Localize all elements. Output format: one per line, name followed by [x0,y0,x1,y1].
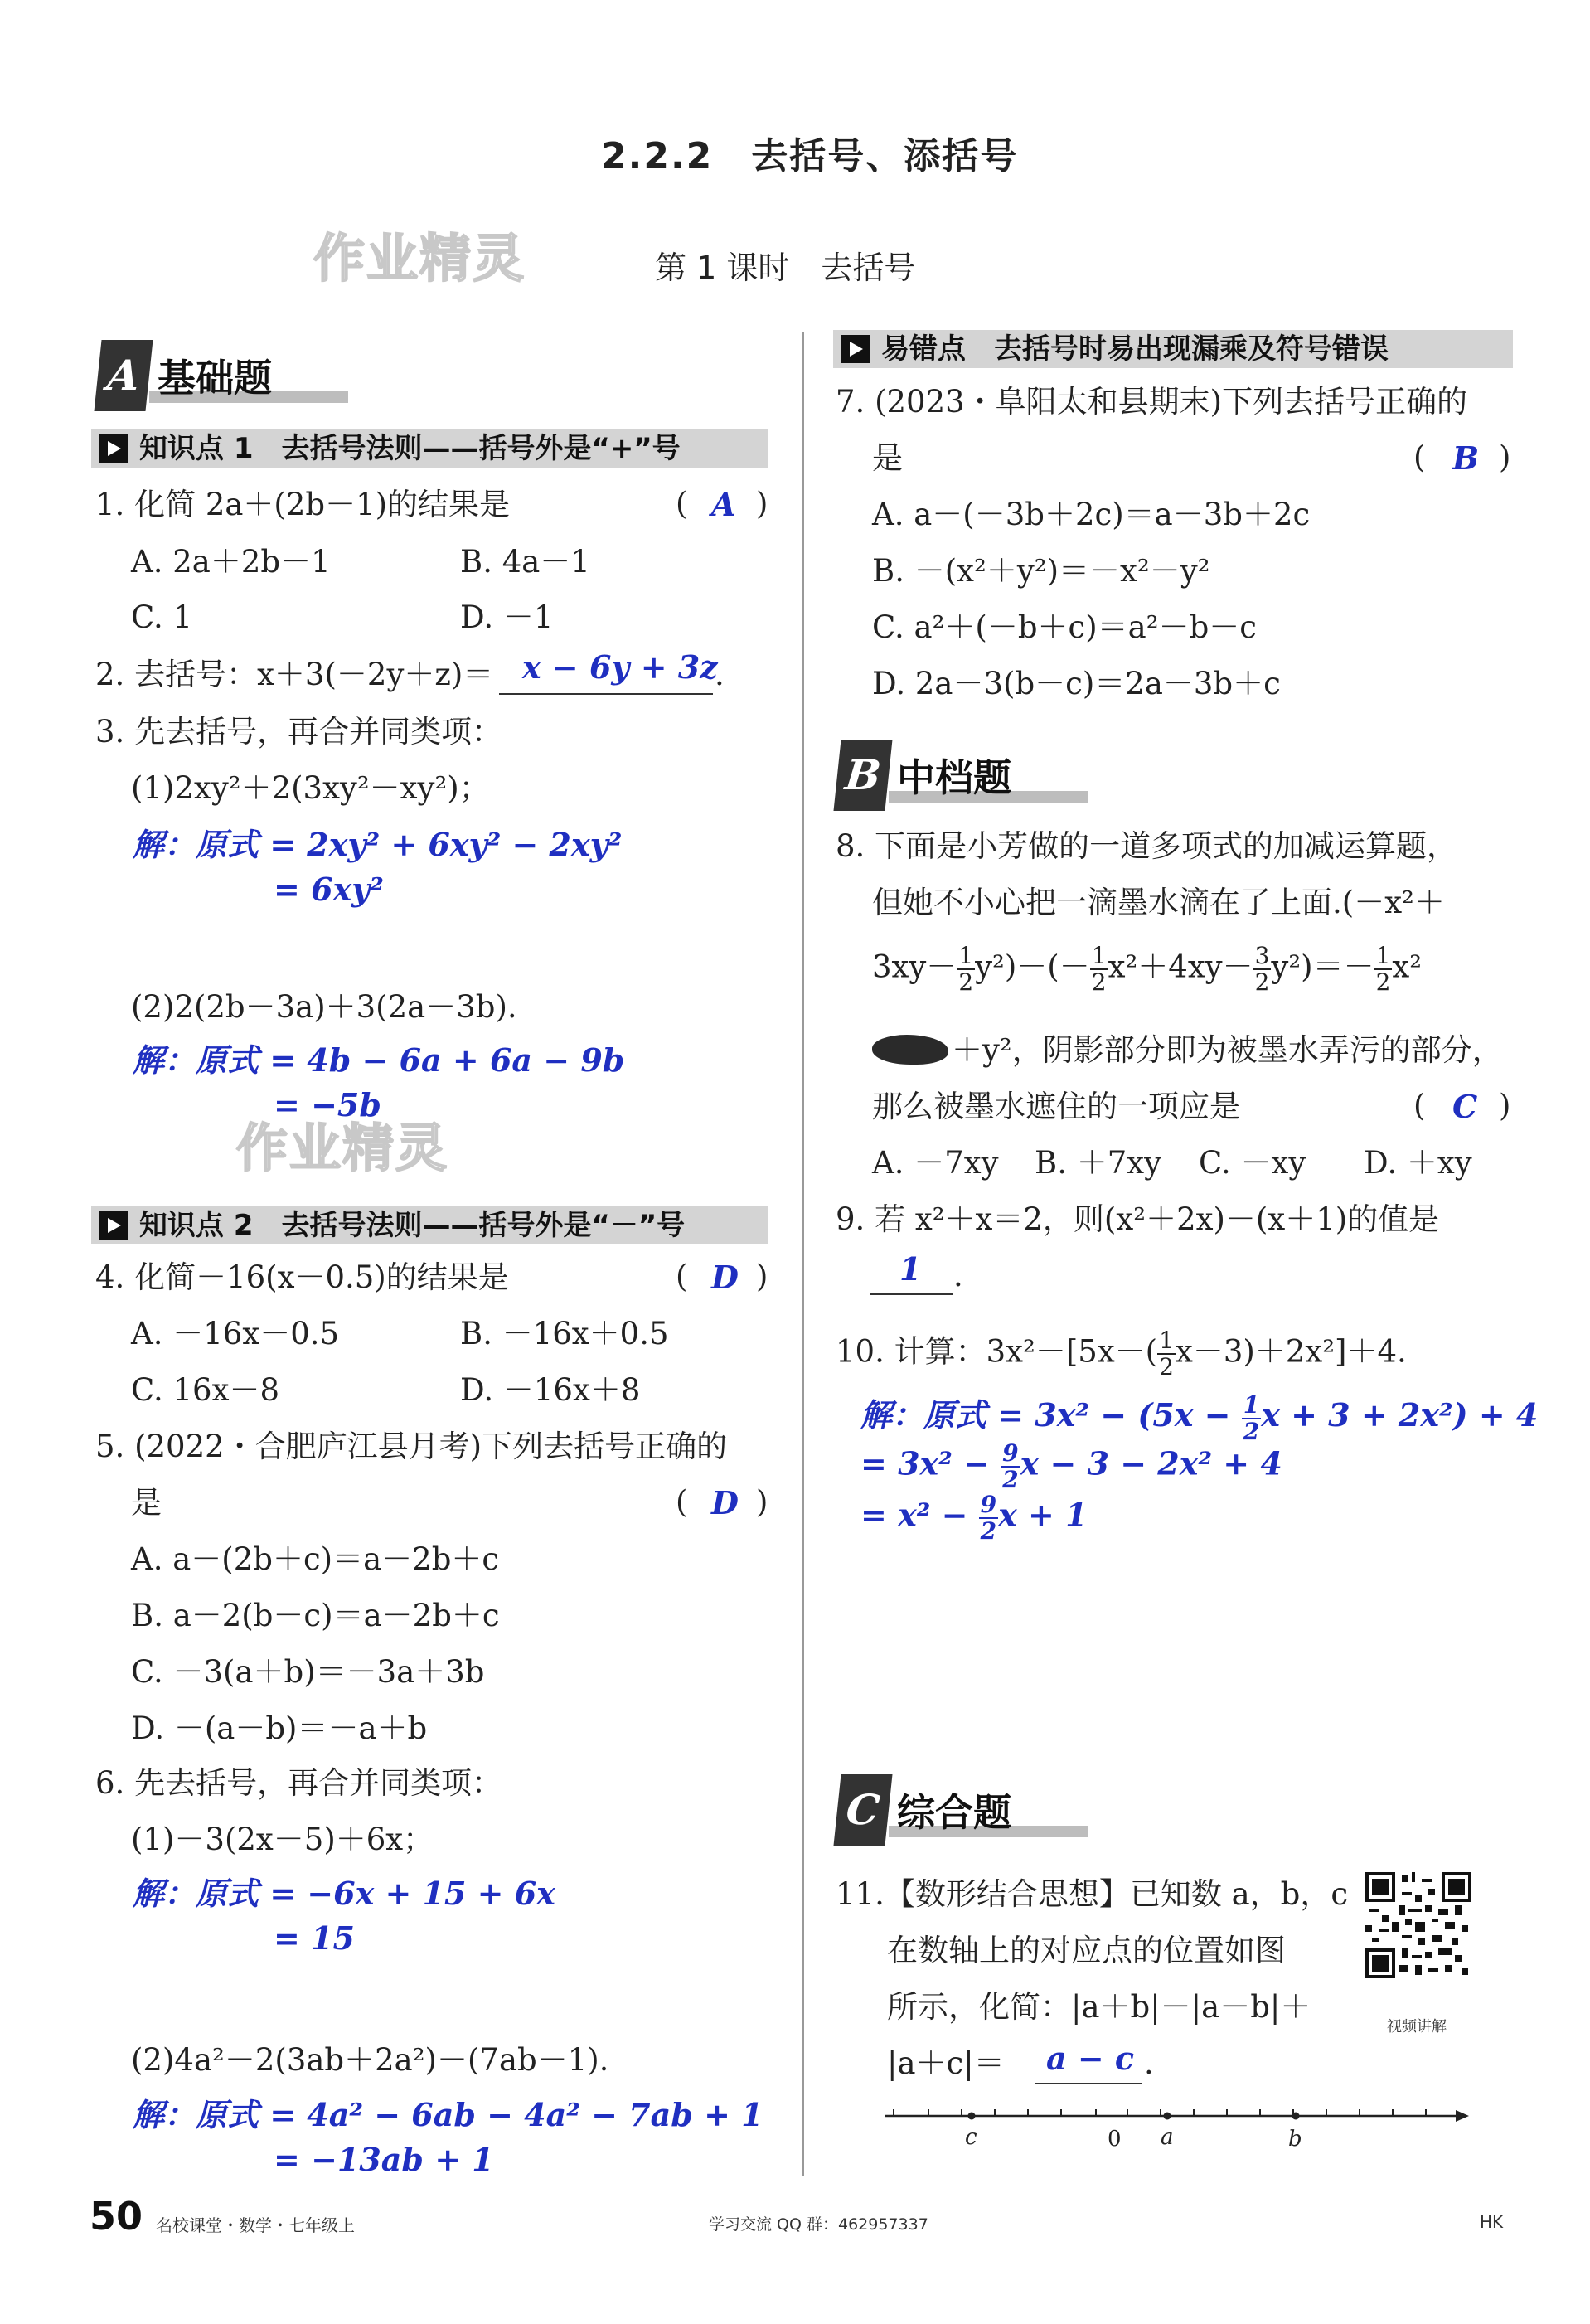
kp2-text: 知识点 2 去括号法则——括号外是“－”号 [139,1209,686,1242]
q10-solution-line2 [860,1441,1282,1492]
q7-answer: B [1452,439,1480,477]
q5-stem: 5. (2022・合肥庐江县月考)下列去括号正确的 [95,1429,728,1464]
kp2-banner [91,1206,768,1244]
page-number: 50 [90,2194,143,2239]
q7-option-c: C. a²＋(－b＋c)＝a²－b－c [872,609,1257,645]
section-a-letter: A [94,340,153,411]
q10-solution-part: x + 1 [998,1496,1088,1534]
error-text: 易错点 去括号时易出现漏乘及符号错误 [881,332,1389,366]
qr-caption: 视频讲解 [1387,2018,1447,2035]
q10-solution-part: = 3x² − [860,1444,1001,1482]
q7-option-d: D. 2a－3(b－c)＝2a－3b＋c [872,666,1281,701]
q3-solution1-line1: 解：原式 = 2xy² + 6xy² − 2xy² [133,826,623,863]
q4-paren-left: ( [676,1259,688,1294]
q8-line5: 那么被墨水遮住的一项应是 [872,1089,1240,1124]
section-a-label: 基础题 [158,356,272,400]
denominator: 2 [1091,968,1107,996]
number-line [879,2098,1476,2156]
fraction [1090,944,1108,995]
q8-paren-right: ) [1499,1088,1511,1123]
numerator: 9 [1002,1439,1019,1467]
q9-answer: 1 [899,1250,922,1288]
axis-label-b: b [1288,2127,1302,2152]
point-c [968,2113,976,2120]
q6-solution2-line2: = −13ab + 1 [274,2141,494,2178]
q5-stem-cont: 是 [131,1485,162,1521]
q10-stem-part: x－3)＋2x²]＋4. [1175,1333,1407,1370]
q8-option-d: D. ＋xy [1364,1145,1472,1181]
play-icon [99,434,128,463]
point-a [1164,2113,1171,2120]
q4-option-c: C. 16x－8 [131,1372,280,1408]
q10-solution-part: = x² − [860,1496,979,1534]
denominator: 2 [958,968,974,996]
fraction [957,944,975,995]
numerator: 1 [1159,1327,1174,1354]
q7-paren-right: ) [1499,439,1511,475]
q3-part1: (1)2xy²＋2(3xy²－xy²)； [131,770,490,806]
qr-code-icon[interactable] [1365,1872,1471,1978]
q11-blank [1035,2083,1142,2084]
q5-paren-right: ) [756,1484,768,1520]
axis-label-c: c [965,2125,977,2150]
play-icon [841,335,870,363]
q11-end: . [1144,2045,1154,2081]
axis-label-0: 0 [1108,2127,1122,2152]
q1-option-b: B. 4a－1 [460,544,590,580]
numerator: 9 [980,1491,997,1518]
q8-line4: ＋y²，阴影部分即为被墨水弄污的部分， [952,1032,1503,1068]
section-c-label: 综合题 [897,1790,1011,1835]
watermark: 作业精灵 [313,228,526,289]
error-banner [833,330,1513,368]
q10-solution-part: x + 3 + 2x²) + 4 [1261,1396,1539,1434]
q7-option-a: A. a－(－3b＋2c)＝a－3b＋2c [872,497,1311,532]
denominator: 2 [1254,968,1270,996]
axis-label-a: a [1161,2125,1174,2150]
q2-blank [499,693,713,695]
q2-stem: 2. 去括号：x＋3(－2y＋z)＝ [95,657,494,692]
q9-end: . [953,1258,963,1293]
q7-stem-cont: 是 [872,440,903,476]
q7-option-b: B. －(x²＋y²)＝－x²－y² [872,553,1210,589]
q4-stem: 4. 化简－16(x－0.5)的结果是 [95,1259,509,1295]
q1-paren-left: ( [676,486,688,522]
q2-end: . [715,657,725,692]
q10-solution-line3 [860,1492,1088,1544]
q8-option-b: B. ＋7xy [1035,1145,1162,1181]
q2-answer: x − 6y + 3z [522,648,718,686]
kp1-banner [91,429,768,468]
denominator: 2 [1002,1466,1019,1493]
section-b-label: 中档题 [897,755,1011,800]
q6-solution1-line1: 解：原式 = −6x + 15 + 6x [133,1875,555,1912]
q1-option-a: A. 2a＋2b－1 [131,544,331,580]
q8-term: 3xy－ [872,949,957,985]
q11-line4: |a＋c|＝ [887,2045,1005,2081]
q3-solution2-line2: = −5b [274,1086,381,1123]
q10-solution-part: x − 3 − 2x² + 4 [1020,1444,1282,1482]
q4-option-d: D. －16x＋8 [460,1372,641,1408]
q4-option-b: B. －16x＋0.5 [460,1316,669,1351]
q9-stem: 9. 若 x²＋x＝2，则(x²＋2x)－(x＋1)的值是 [836,1201,1440,1237]
q1-option-c: C. 1 [131,599,193,635]
q4-option-a: A. －16x－0.5 [131,1316,340,1351]
q11-line1: 11.【数形结合思想】已知数 a，b，c [836,1876,1349,1912]
ink-blot [872,1035,948,1065]
numerator: 3 [1254,942,1270,969]
q4-answer: D [711,1259,739,1296]
fraction [1253,944,1272,995]
q5-paren-left: ( [676,1484,688,1520]
numerator: 1 [1243,1390,1260,1419]
fraction [1374,944,1393,995]
point-b [1292,2113,1300,2120]
q9-blank [870,1293,953,1295]
q8-option-a: A. －7xy [872,1145,999,1181]
fraction [1157,1328,1176,1380]
numerator: 1 [1375,942,1391,969]
q8-line1: 8. 下面是小芳做的一道多项式的加减运算题， [836,828,1458,864]
q3-part2: (2)2(2b－3a)＋3(2a－3b). [131,989,517,1025]
qq-group: 学习交流 QQ 群：462957337 [709,2215,928,2234]
q5-option-b: B. a－2(b－c)＝a－2b＋c [131,1598,500,1633]
q8-option-c: C. －xy [1199,1145,1306,1181]
q3-solution2-line1: 解：原式 = 4b − 6a + 6a − 9b [133,1041,625,1079]
numerator: 1 [958,942,974,969]
denominator: 2 [1243,1417,1260,1445]
q1-paren-right: ) [756,486,768,522]
q6-solution2-line1: 解：原式 = 4a² − 6ab − 4a² − 7ab + 1 [133,2096,763,2133]
q11-answer: a − c [1046,2040,1135,2077]
q3-solution1-line2: = 6xy² [274,871,384,908]
q5-option-d: D. －(a－b)＝－a＋b [131,1710,428,1746]
q8-term: y²)－(－ [975,949,1090,985]
kp1-text: 知识点 1 去括号法则——括号外是“+”号 [139,432,681,465]
q3-stem: 3. 先去括号，再合并同类项： [95,714,503,750]
q5-option-c: C. －3(a＋b)＝－3a＋3b [131,1654,485,1690]
edition-label: HK [1480,2212,1504,2232]
q8-term: x² [1392,949,1423,985]
fraction [979,1492,998,1544]
q10-solution-line1 [860,1390,1538,1444]
q8-paren-left: ( [1413,1088,1426,1123]
q11-line3: 所示，化简：|a＋b|－|a－b|＋ [887,1989,1311,2025]
column-divider [802,332,804,2176]
q5-option-a: A. a－(2b＋c)＝a－2b＋c [131,1541,500,1577]
book-title: 名校课堂・数学・七年级上 [156,2215,355,2235]
q7-stem: 7. (2023・阜阳太和县期末)下列去括号正确的 [836,384,1468,420]
q8-line2: 但她不小心把一滴墨水滴在了上面.(－x²＋ [872,885,1445,920]
q8-term: x²＋4xy－ [1108,949,1253,985]
q10-solution-part: 解：原式 = 3x² − (5x − [860,1396,1242,1434]
q11-line2: 在数轴上的对应点的位置如图 [887,1933,1286,1968]
q4-paren-right: ) [756,1259,768,1294]
q1-option-d: D. －1 [460,599,554,635]
section-b-header [837,740,1119,814]
section-c-header [837,1774,1119,1849]
section-c-letter: C [833,1774,892,1846]
q5-answer: D [711,1484,739,1521]
q6-part1: (1)－3(2x－5)＋6x； [131,1822,434,1857]
section-title: 2.2.2 去括号、添括号 [601,135,1019,177]
q1-stem: 1. 化简 2a＋(2b－1)的结果是 [95,487,511,522]
denominator: 2 [1375,968,1391,996]
fraction [1001,1441,1020,1492]
q6-solution1-line2: = 15 [274,1919,355,1957]
denominator: 2 [1159,1353,1174,1380]
watermark: 作业精灵 [236,1118,449,1178]
q1-answer: A [711,486,736,523]
denominator: 2 [980,1517,997,1545]
numerator: 1 [1091,942,1107,969]
fraction [1242,1390,1261,1445]
q8-term: y²)＝－ [1271,949,1374,985]
q10-stem [836,1328,1407,1380]
q7-paren-left: ( [1413,439,1426,475]
q6-part2: (2)4a²－2(3ab＋2a²)－(7ab－1). [131,2042,609,2078]
section-b-letter: B [833,740,892,811]
play-icon [99,1211,128,1240]
q6-stem: 6. 先去括号，再合并同类项： [95,1765,503,1801]
q10-stem-part: 10. 计算：3x²－[5x－( [836,1333,1158,1370]
section-a-header [98,340,380,415]
q8-line3 [872,944,1422,995]
lesson-title: 第 1 课时 去括号 [655,250,916,286]
q8-answer: C [1452,1088,1478,1125]
